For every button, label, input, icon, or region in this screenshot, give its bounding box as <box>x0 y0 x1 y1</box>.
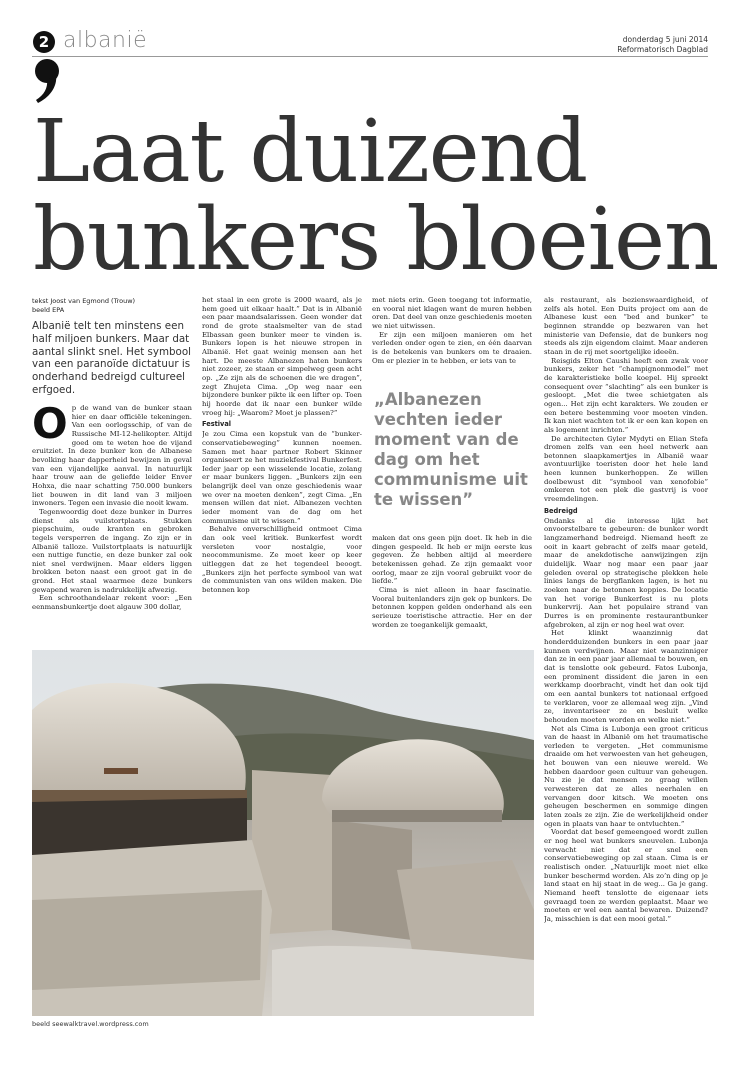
byline <box>32 297 135 315</box>
paragraph: Ondanks al die interesse lijkt het onvoorstelbare te gebeuren: de bunker wordt langzamerhand bedreigd. Niemand heeft ze ooit in kaart gebracht of zelfs maar geteld, maar de anekdotische aanwijzingen zijn duidelijk. Waar nog maar een paar jaar geleden overal op strategische plekken hele linies langs de bergflanken lagen, is het nu zoeken naar de betonnen koppies. De locatie van het vorige Bunkerfest is nu plots bunkervrij. Aan het populaire strand van Durres is en prominente restaurantbunker afgebroken, al zijn er nog heel wat over. <box>544 516 708 629</box>
paragraph: het staal in een grote is 2000 waard, als je hem goed uit elkaar haalt.” Dat is in Albanië een paar maandsalarissen. Geen wonder dat rond de grote staalsmelter van de stad Elbassan geen bunker meer te vinden is. Bunkers lopen is het nieuwe stropen in Albanië. Het gaat weinig mensen aan het hart. De meeste Albanezen haten bunkers niet zozeer, ze staan er simpelweg geen acht op. „Ze zijn als de schoenen die we dragen”, zegt Zhujeta Cima. „Op weg naar een bijzondere bunker pikte ik een lifter op. Toen hij hoorde dat ik naar een bunker wilde vroeg hij: „Waarom? Moet je plassen?” <box>202 296 362 417</box>
article-column-2 <box>202 296 362 666</box>
photo-credit: beeld EPA <box>32 306 65 314</box>
author-credit: tekst Joost van Egmond (Trouw) <box>32 297 136 305</box>
paragraph: Voordat dat besef gemeengoed wordt zullen er nog heel wat bunkers sneuvelen. Lubonja verwacht niet dat er snel een conservatiebeweging op zal staan. Cima is er realistisch onder. „Natuurlijk moet niet elke bunker beschermd worden. Als zo’n ding op je land staat en hij staat in de weg... Ga je gang. Niemand heeft tenslotte de eigenaar iets gevraagd toen ze werden geplaatst. Maar we moeten er wel een aantal bewaren. Duizend? Ja, misschien is dat een mooi getal.” <box>544 828 708 923</box>
paragraph: Het klinkt waanzinnig dat honderdduizenden bunkers in een paar jaar kunnen verdwijnen. Maar niet waanzinniger dan ze in een paar jaar allemaal te bouwen, en dat is tenslotte ook gebeurd. Fatos Lubonja, een prominent dissident die jaren in een werkkamp doorbracht, vindt het dan ook tijd om een aantal bunkers tot nationaal erfgoed te verklaren, voor ze allemaal weg zijn. „Vind ze, inventariseer ze en besluit welke behouden moeten worden en welke niet.” <box>544 629 708 724</box>
paragraph: Net als Cima is Lubonja een groot criticus van de haast in Albanië om het traumatische verleden te vergeten. „Het communisme draaide om het verwoesten van het geheugen, het bouwen van een nieuwe wereld. We hebben daardoor geen cultuur van geheugen. Nu zie je dat mensen zo graag willen verwesteren dat ze alles neerhalen en vervangen door kitsch. We moeten ons geheugen beschermen en sommige dingen laten zoals ze zijn. Zie de werkelijkheid onder ogen in plaats van haar te ontvluchten.” <box>544 724 708 828</box>
subheading: Bedreigd <box>544 506 578 515</box>
paragraph: Cima is niet alleen in haar fascinatie. Vooral buitenlanders zijn gek op bunkers. De betonnen koppen gelden onderhand als een serieuze toeristische attractie. Her en der worden ze toegankelijk gemaakt, <box>372 585 532 629</box>
headline <box>33 102 719 290</box>
paragraph: Er zijn een miljoen manieren om het verleden onder ogen te zien, en één daarvan is de betekenis van bunkers om te draaien. Om er plezier in te hebben, er iets van te <box>372 330 532 365</box>
page-number: 2 <box>33 31 55 53</box>
subheading: Festival <box>202 420 232 429</box>
article-column-1 <box>32 404 192 666</box>
article-column-4 <box>544 296 708 1028</box>
intro-lede: Albanië telt ten minstens een half miljoen bunkers. Maar dat aantal slinkt snel. Het symbool van een paranoïde dictatuur is onderhand bedreigd cultureel erfgoed. <box>32 320 192 396</box>
paragraph: maken dat ons geen pijn doet. Ik heb in die dingen gespeeld. Ik heb er mijn eerste kus gegeven. Ze hebben altijd al meerdere betekenissen gehad. Ze zijn gemaakt voor oorlog, maar ze zijn vooral gebruikt voor de liefde.” <box>372 534 532 586</box>
article-column-3-top <box>372 296 532 378</box>
paragraph <box>32 404 192 508</box>
date: donderdag 5 juni 2014 <box>622 35 708 44</box>
publication-name: Reformatorisch Dagblad <box>617 45 708 54</box>
header-rule <box>32 56 708 57</box>
paragraph: Je zou Cima een kopstuk van de “bunker-conservatiebeweging” kunnen noemen. Samen met haar partner Robert Skinner organiseert ze het muziekfestival Bunkerfest. Ieder jaar op een wisselende locatie, zolang er maar bunkers liggen. „Bunkers zijn een belangrijk deel van onze geschiedenis waar we over na moeten denken”, zegt Cima. „En mensen willen dat niet. Albanezen vechten ieder moment van de dag om het communisme uit te wissen.” <box>202 430 362 525</box>
headline-line-1: Laat duizend <box>33 102 588 202</box>
paragraph: Reisgids Elton Caushi heeft een zwak voor bunkers, zeker het “champignonmodel” met de karakteristieke bolle koepel. Hij spreekt consequent over “slachting” als een bunker is gesloopt. „Met die twee schietgaten als ogen... Het zijn echt karakters. We zouden er een betere bestemming voor moeten vinden. Ik kan niet wachten tot ik er een kan kopen en als logement inrichten.” <box>544 356 708 434</box>
paragraph: Tegenwoordig doet deze bunker in Durres dienst als vuilstortplaats. Stukken piepschuim, oude kranten en gebroken tegels versperren de ingang. Zo zijn er in Albanië talloze. Vuilstortplaats is natuurlijk een nuttige functie, en deze bunker zal ook niet snel verdwijnen. Maar elders liggen brokken beton naast een groot gat in de grond. Het staal waarmee deze bunkers gewapend waren is nadrukkelijk afwezig. <box>32 507 192 594</box>
comma-ornament-icon <box>34 58 60 104</box>
paragraph: De architecten Gyler Mydyti en Elian Stefa dromen zelfs van een heel netwerk aan betonnen slaapkamertjes in Albanië waar avontuurlijke toeristen door het hele land heen kunnen bunkerhoppen. Ze willen doelbewust dit “symbool van xenofobie” omkeren tot een plek die gastvrij is voor vreemdelingen. <box>544 434 708 504</box>
section-title: albanië <box>63 28 148 53</box>
paragraph: als restaurant, als bezienswaardigheid, of zelfs als hotel. Een Duits project om aan de Albanese kust een “bed and bunker” te beginnen strandde op bezwaren van het ministerie van Defensie, dat de bunkers nog steeds als zijn eigendom claimt. Maar anderen staan in de rij met soortgelijke ideeën. <box>544 296 708 356</box>
headline-line-2: bunkers bloeien <box>33 190 719 290</box>
article-column-3-bottom <box>372 534 532 666</box>
paragraph: met niets erin. Geen toegang tot informatie, en vooral niet klagen want de muren hebben oren. Dat deel van onze geschiedenis moeten we niet uitwissen. <box>372 296 532 330</box>
paragraph: Behalve onverschilligheid ontmoet Cima dan ook veel kritiek. Bunkerfest wordt versleten voor nostalgie, voor neocommunisme. Ze moet keer op keer uitleggen dat ze het tegendeel beoogt. „Bunkers zijn het perfecte symbool van wat de communisten van ons wilden maken. Die betonnen kop <box>202 525 362 594</box>
date-block <box>617 35 708 55</box>
drop-cap: O <box>32 404 68 448</box>
pull-quote: „Albanezen vechten ieder moment van de dag om het communisme uit te wissen” <box>374 390 528 509</box>
photo-caption: beeld seewalktravel.wordpress.com <box>32 1020 149 1028</box>
paragraph: Een schroothandelaar rekent voor: „Een eenmansbunkertje doet algauw 300 dollar, <box>32 594 192 612</box>
bunker-photo <box>32 650 534 1016</box>
paragraph-text: p de wand van de bunker staan hier en daar officiële tekeningen. Van een oorlogsschip, of van de Russische MI-12-helikopter. Altijd goed om te weten hoe de vijand eruitziet. In deze bunker kon de Albanese bevolking haar dapperheid bewijzen in geval van een vijandelijke aanval. In natuurlijk haar trouw aan de geliefde leider Enver Hohxa, die naar schatting 750.000 bunkers liet bouwen in dit land van 3 miljoen inwoners. Tegen een invasie die nooit kwam. <box>32 404 192 508</box>
